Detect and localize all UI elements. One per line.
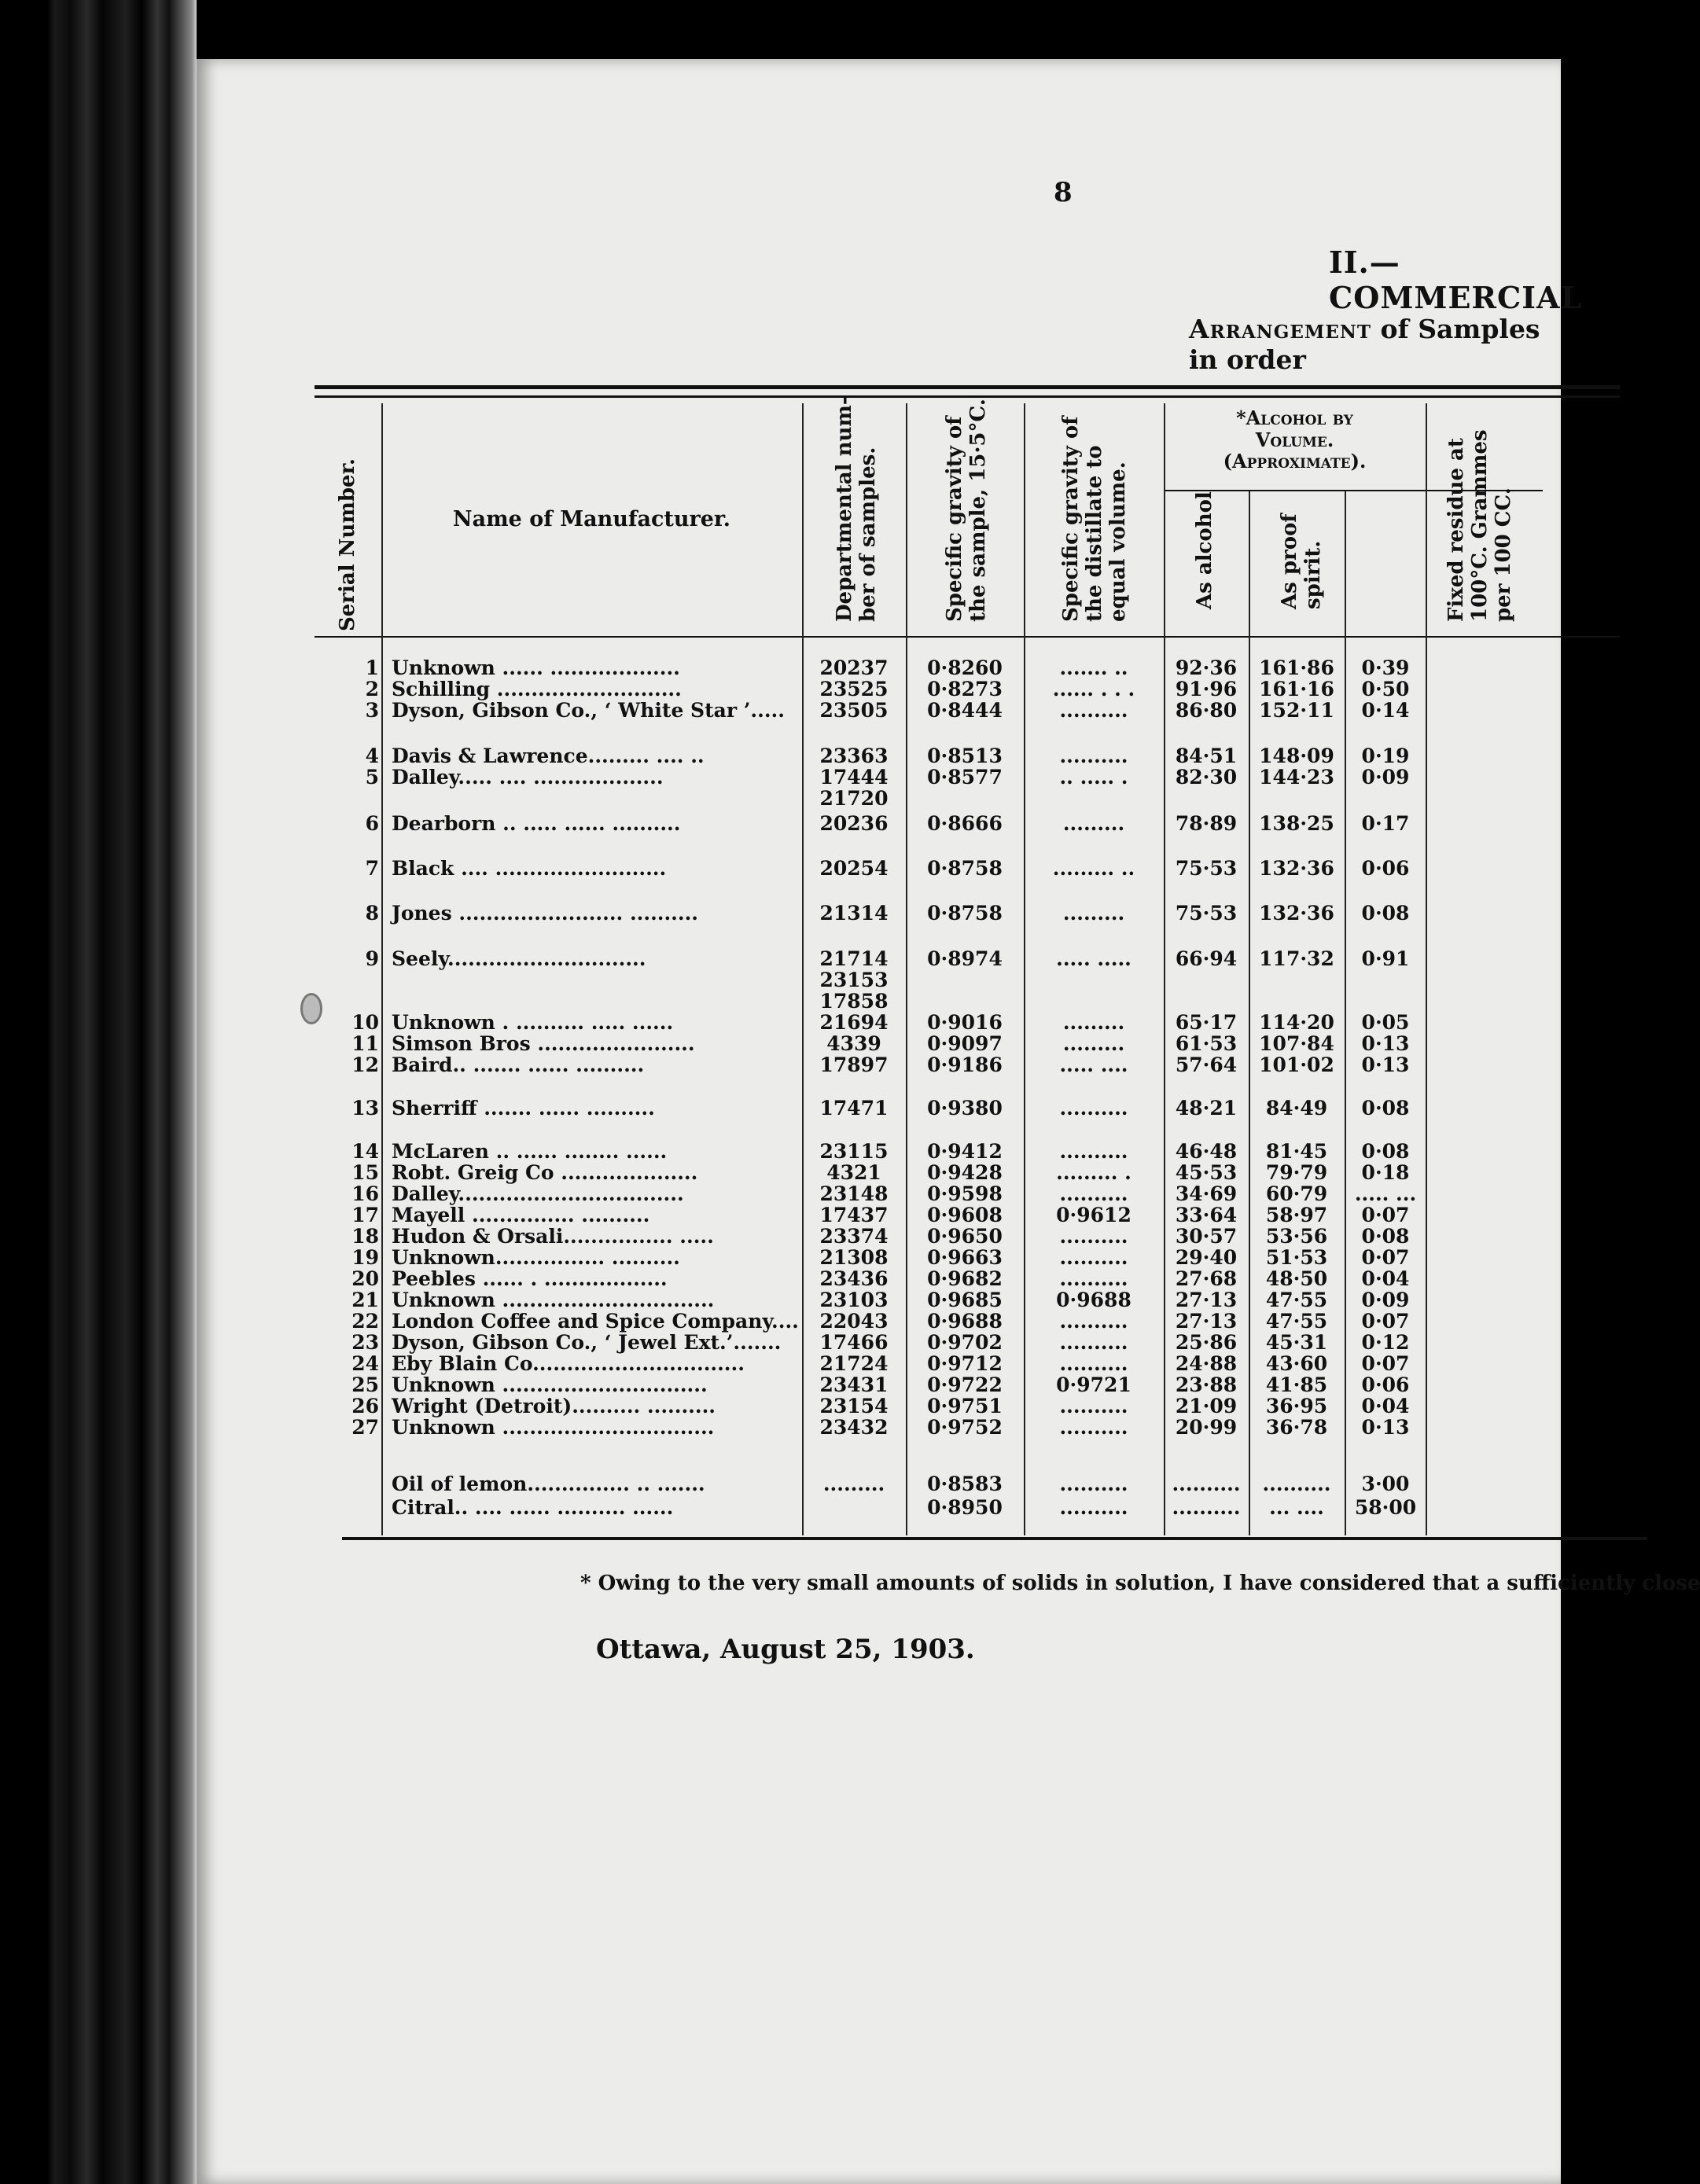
distillate-gravity-cell: ......... .. xyxy=(1052,857,1135,880)
as-alcohol-cell: 24·88 xyxy=(1175,1352,1238,1375)
fixed-residue-cell: 0·08 xyxy=(1361,1225,1410,1248)
departmental-number-cell: 17471 xyxy=(819,1097,889,1120)
departmental-number-cell: 23115 xyxy=(819,1140,889,1163)
header-line: Specific gravity of xyxy=(943,416,966,622)
distillate-gravity-cell: 0·9612 xyxy=(1056,1204,1131,1226)
serial-number-cell: 1 xyxy=(365,656,379,679)
proof-spirit-cell: ... .... xyxy=(1269,1496,1324,1519)
distillate-gravity-cell: .......... xyxy=(1059,1246,1128,1269)
date-line: Ottawa, August 25, 1903. xyxy=(596,1634,975,1665)
table-bottom-rule xyxy=(342,1537,1647,1540)
serial-number-cell: 4 xyxy=(365,745,379,767)
as-alcohol-cell: 75·53 xyxy=(1175,857,1238,880)
as-alcohol-cell: 66·94 xyxy=(1175,947,1238,970)
manufacturer-name-cell: Robt. Greig Co .................... xyxy=(392,1161,698,1184)
as-alcohol-cell: 75·53 xyxy=(1175,902,1238,925)
as-alcohol-cell: 92·36 xyxy=(1175,656,1238,679)
book-binding-edge xyxy=(0,0,197,2184)
manufacturer-name-cell: Unknown ...... ................... xyxy=(392,656,680,679)
proof-spirit-cell: 60·79 xyxy=(1265,1182,1328,1205)
as-alcohol-cell: 33·64 xyxy=(1175,1204,1238,1226)
specific-gravity-cell: 0·8758 xyxy=(927,857,1003,880)
distillate-gravity-cell: ...... . . . xyxy=(1052,678,1135,700)
distillate-gravity-cell: 0·9688 xyxy=(1056,1289,1131,1311)
header-line: equal volume. xyxy=(1106,461,1130,622)
distillate-gravity-cell: 0·9721 xyxy=(1056,1373,1131,1396)
proof-spirit-cell: 81·45 xyxy=(1265,1140,1328,1163)
distillate-gravity-cell: .......... xyxy=(1059,699,1128,722)
proof-spirit-cell: 79·79 xyxy=(1265,1161,1328,1184)
manufacturer-name-cell: Dyson, Gibson Co., ‘ Jewel Ext.’....... xyxy=(392,1331,782,1354)
proof-spirit-cell: 58·97 xyxy=(1265,1204,1328,1226)
specific-gravity-cell: 0·9752 xyxy=(927,1416,1003,1439)
manufacturer-name-cell: London Coffee and Spice Company.... xyxy=(392,1310,799,1333)
specific-gravity-cell: 0·9650 xyxy=(927,1225,1003,1248)
fixed-residue-cell: 0·13 xyxy=(1361,1416,1410,1439)
as-alcohol-cell: 25·86 xyxy=(1175,1331,1238,1354)
manufacturer-name-cell: Hudon & Orsali................ ..... xyxy=(392,1225,714,1248)
departmental-number-cell: 17437 xyxy=(819,1204,889,1226)
manufacturer-name-cell: Mayell ............... .......... xyxy=(392,1204,650,1226)
departmental-number-cell: 17897 xyxy=(819,1053,889,1076)
specific-gravity-cell: 0·8273 xyxy=(927,678,1003,700)
serial-number-cell: 21 xyxy=(351,1289,379,1311)
proof-spirit-cell: 117·32 xyxy=(1259,947,1334,970)
header-line: Specific gravity of xyxy=(1059,416,1083,622)
fixed-residue-cell: 0·09 xyxy=(1361,766,1410,789)
specific-gravity-cell: 0·9751 xyxy=(927,1395,1003,1417)
as-alcohol-cell: 86·80 xyxy=(1175,699,1238,722)
fixed-residue-cell: 0·19 xyxy=(1361,745,1410,767)
serial-number-cell: 13 xyxy=(351,1097,379,1120)
serial-number-cell: 27 xyxy=(351,1416,379,1439)
proof-spirit-cell: 107·84 xyxy=(1259,1032,1334,1055)
serial-number-cell: 14 xyxy=(351,1140,379,1163)
manufacturer-name-cell: Unknown................ .......... xyxy=(392,1246,680,1269)
manufacturer-name-cell: Seely............................. xyxy=(392,947,646,970)
specific-gravity-cell: 0·8577 xyxy=(927,766,1003,789)
header-as-alcohol: As alcohol xyxy=(1193,491,1216,609)
col-divider xyxy=(381,403,383,1535)
proof-spirit-cell: 47·55 xyxy=(1265,1289,1328,1311)
serial-number-cell: 20 xyxy=(351,1267,379,1290)
manufacturer-name-cell: Sherriff ....... ...... .......... xyxy=(392,1097,655,1120)
departmental-number-cell: 22043 xyxy=(819,1310,889,1333)
manufacturer-name-cell: Dyson, Gibson Co., ‘ White Star ’..... xyxy=(392,699,785,722)
distillate-gravity-cell: .......... xyxy=(1059,1140,1128,1163)
specific-gravity-cell: 0·8974 xyxy=(927,947,1003,970)
manufacturer-name-cell: Dalley..... .... ................... xyxy=(392,766,664,789)
departmental-number-cell: 21720 xyxy=(819,787,889,810)
as-alcohol-cell: 82·30 xyxy=(1175,766,1238,789)
proof-spirit-cell: 132·36 xyxy=(1259,902,1334,925)
as-alcohol-cell: 27·68 xyxy=(1175,1267,1238,1290)
departmental-number-cell: 23103 xyxy=(819,1289,889,1311)
distillate-gravity-cell: .......... xyxy=(1059,1097,1128,1120)
fixed-residue-cell: ..... ... xyxy=(1354,1182,1417,1205)
specific-gravity-cell: 0·9097 xyxy=(927,1032,1003,1055)
specific-gravity-cell: 0·9598 xyxy=(927,1182,1003,1205)
specific-gravity-cell: 0·9016 xyxy=(927,1011,1003,1034)
fixed-residue-cell: 0·50 xyxy=(1361,678,1410,700)
manufacturer-name-cell: Unknown . .......... ..... ...... xyxy=(392,1011,674,1034)
header-line: Volume. xyxy=(1255,428,1334,451)
proof-spirit-cell: 84·49 xyxy=(1265,1097,1328,1120)
table-top-rule-2 xyxy=(315,395,1620,398)
distillate-gravity-cell: ......... . xyxy=(1056,1161,1131,1184)
serial-number-cell: 15 xyxy=(351,1161,379,1184)
as-alcohol-cell: 57·64 xyxy=(1175,1053,1238,1076)
distillate-gravity-cell: .......... xyxy=(1059,1395,1128,1417)
footnote: * Owing to the very small amounts of solids in solution, I have considered that a sufficiently close xyxy=(580,1572,1700,1595)
specific-gravity-cell: 0·8260 xyxy=(927,656,1003,679)
distillate-gravity-cell: .......... xyxy=(1059,1496,1128,1519)
specific-gravity-cell: 0·8583 xyxy=(927,1473,1003,1495)
distillate-gravity-cell: .......... xyxy=(1059,1331,1128,1354)
proof-spirit-cell: 48·50 xyxy=(1265,1267,1328,1290)
fixed-residue-cell: 0·13 xyxy=(1361,1053,1410,1076)
as-alcohol-cell: 29·40 xyxy=(1175,1246,1238,1269)
as-alcohol-cell: 23·88 xyxy=(1175,1373,1238,1396)
fixed-residue-cell: 58·00 xyxy=(1354,1496,1417,1519)
distillate-gravity-cell: ......... xyxy=(1062,1011,1125,1034)
serial-number-cell: 7 xyxy=(365,857,379,880)
fixed-residue-cell: 0·17 xyxy=(1361,812,1410,835)
header-alcohol-by-volume xyxy=(1164,407,1426,472)
distillate-gravity-cell: ..... .... xyxy=(1059,1053,1128,1076)
specific-gravity-cell: 0·9712 xyxy=(927,1352,1003,1375)
departmental-number-cell: 23431 xyxy=(819,1373,889,1396)
departmental-number-cell: 23505 xyxy=(819,699,889,722)
distillate-gravity-cell: .......... xyxy=(1059,745,1128,767)
serial-number-cell: 17 xyxy=(351,1204,379,1226)
departmental-number-cell: 21314 xyxy=(819,902,889,925)
serial-number-cell: 5 xyxy=(365,766,379,789)
specific-gravity-cell: 0·9412 xyxy=(927,1140,1003,1163)
as-alcohol-cell: 84·51 xyxy=(1175,745,1238,767)
distillate-gravity-cell: ....... .. xyxy=(1059,656,1128,679)
proof-spirit-cell: 161·86 xyxy=(1259,656,1334,679)
specific-gravity-cell: 0·8444 xyxy=(927,699,1003,722)
distillate-gravity-cell: .......... xyxy=(1059,1182,1128,1205)
header-line: spirit. xyxy=(1301,540,1325,609)
manufacturer-name-cell: Davis & Lawrence......... .... .. xyxy=(392,745,705,767)
departmental-number-cell: 17466 xyxy=(819,1331,889,1354)
proof-spirit-cell: .......... xyxy=(1262,1473,1331,1495)
as-alcohol-cell: 65·17 xyxy=(1175,1011,1238,1034)
as-alcohol-cell: 30·57 xyxy=(1175,1225,1238,1248)
manufacturer-name-cell: Baird.. ....... ...... .......... xyxy=(392,1053,645,1076)
proof-spirit-cell: 51·53 xyxy=(1265,1246,1328,1269)
table-top-rule-1 xyxy=(315,385,1620,389)
manufacturer-name-cell: Oil of lemon............... .. ....... xyxy=(392,1473,705,1495)
fixed-residue-cell: 0·06 xyxy=(1361,857,1410,880)
fixed-residue-cell: 3·00 xyxy=(1361,1473,1410,1495)
proof-spirit-cell: 36·95 xyxy=(1265,1395,1328,1417)
as-alcohol-cell: 27·13 xyxy=(1175,1310,1238,1333)
specific-gravity-cell: 0·8950 xyxy=(927,1496,1003,1519)
departmental-number-cell: ......... xyxy=(822,1473,885,1495)
specific-gravity-cell: 0·9380 xyxy=(927,1097,1003,1120)
as-alcohol-cell: 78·89 xyxy=(1175,812,1238,835)
distillate-gravity-cell: ......... xyxy=(1062,812,1125,835)
header-line: the distillate to xyxy=(1082,445,1106,622)
distillate-gravity-cell: .......... xyxy=(1059,1267,1128,1290)
document-page xyxy=(197,59,1700,2184)
serial-number-cell: 24 xyxy=(351,1352,379,1375)
specific-gravity-cell: 0·9688 xyxy=(927,1310,1003,1333)
specific-gravity-cell: 0·9685 xyxy=(927,1289,1003,1311)
proof-spirit-cell: 114·20 xyxy=(1259,1011,1334,1034)
fixed-residue-cell: 0·14 xyxy=(1361,699,1410,722)
departmental-number-cell: 4339 xyxy=(826,1032,881,1055)
departmental-number-cell: 23374 xyxy=(819,1225,889,1248)
manufacturer-name-cell: Eby Blain Co............................... xyxy=(392,1352,745,1375)
header-specific-gravity-distillate xyxy=(1060,417,1131,622)
serial-number-cell: 10 xyxy=(351,1011,379,1034)
specific-gravity-cell: 0·9608 xyxy=(927,1204,1003,1226)
subtitle-smallcaps: Arrangement xyxy=(1189,314,1372,344)
as-alcohol-cell: .......... xyxy=(1172,1473,1241,1495)
specific-gravity-cell: 0·9428 xyxy=(927,1161,1003,1184)
as-alcohol-cell: 48·21 xyxy=(1175,1097,1238,1120)
serial-number-cell: 8 xyxy=(365,902,379,925)
proof-spirit-cell: 45·31 xyxy=(1265,1331,1328,1354)
departmental-number-cell: 23525 xyxy=(819,678,889,700)
subtitle-rest: of Samples in order xyxy=(1189,314,1540,375)
manufacturer-name-cell: Jones ........................ .......... xyxy=(392,902,698,925)
manufacturer-name-cell: Citral.. .... ...... .......... ...... xyxy=(392,1496,674,1519)
departmental-number-cell: 17858 xyxy=(819,990,889,1013)
manufacturer-name-cell: Dearborn .. ..... ...... .......... xyxy=(392,812,681,835)
serial-number-cell: 23 xyxy=(351,1331,379,1354)
section-title: II.—COMMERCIAL xyxy=(1329,245,1583,315)
specific-gravity-cell: 0·9186 xyxy=(927,1053,1003,1076)
header-bottom-rule xyxy=(315,636,1620,638)
manufacturer-name-cell: McLaren .. ...... ........ ...... xyxy=(392,1140,668,1163)
fixed-residue-cell: 0·39 xyxy=(1361,656,1410,679)
departmental-number-cell: 23154 xyxy=(819,1395,889,1417)
serial-number-cell: 11 xyxy=(351,1032,379,1055)
departmental-number-cell: 4321 xyxy=(826,1161,881,1184)
fixed-residue-cell: 0·07 xyxy=(1361,1352,1410,1375)
proof-spirit-cell: 144·23 xyxy=(1259,766,1334,789)
as-alcohol-cell: 91·96 xyxy=(1175,678,1238,700)
distillate-gravity-cell: .......... xyxy=(1059,1352,1128,1375)
distillate-gravity-cell: .......... xyxy=(1059,1310,1128,1333)
fixed-residue-cell: 0·08 xyxy=(1361,1140,1410,1163)
departmental-number-cell: 21724 xyxy=(819,1352,889,1375)
table-subtitle xyxy=(1189,314,1561,375)
header-line: (Approximate). xyxy=(1223,450,1367,473)
proof-spirit-cell: 161·16 xyxy=(1259,678,1334,700)
header-as-proof-spirit xyxy=(1279,513,1326,609)
header-serial-number: Serial Number. xyxy=(336,458,359,631)
fixed-residue-cell: 0·04 xyxy=(1361,1267,1410,1290)
fixed-residue-cell: 0·04 xyxy=(1361,1395,1410,1417)
departmental-number-cell: 21694 xyxy=(819,1011,889,1034)
departmental-number-cell: 23148 xyxy=(819,1182,889,1205)
manufacturer-name-cell: Wright (Detroit).......... .......... xyxy=(392,1395,716,1417)
departmental-number-cell: 21308 xyxy=(819,1246,889,1269)
serial-number-cell: 3 xyxy=(365,699,379,722)
distillate-gravity-cell: ......... xyxy=(1062,1032,1125,1055)
as-alcohol-cell: 34·69 xyxy=(1175,1182,1238,1205)
header-line: Departmental num- xyxy=(833,396,856,622)
as-alcohol-cell: 20·99 xyxy=(1175,1416,1238,1439)
manufacturer-name-cell: Unknown ............................... xyxy=(392,1416,715,1439)
distillate-gravity-cell: .. ..... . xyxy=(1059,766,1128,789)
proof-spirit-cell: 101·02 xyxy=(1259,1053,1334,1076)
proof-spirit-cell: 53·56 xyxy=(1265,1225,1328,1248)
manufacturer-name-cell: Dalley................................. xyxy=(392,1182,684,1205)
as-alcohol-cell: 46·48 xyxy=(1175,1140,1238,1163)
serial-number-cell: 25 xyxy=(351,1373,379,1396)
manufacturer-name-cell: Unknown .............................. xyxy=(392,1373,708,1396)
fixed-residue-cell: 0·06 xyxy=(1361,1373,1410,1396)
proof-spirit-cell: 148·09 xyxy=(1259,745,1334,767)
manufacturer-name-cell: Unknown ............................... xyxy=(392,1289,715,1311)
departmental-number-cell: 17444 xyxy=(819,766,889,789)
header-line: 100°C. Grammes xyxy=(1467,429,1492,622)
header-line: ber of samples. xyxy=(856,447,880,622)
col-divider xyxy=(1426,403,1427,1535)
header-line: As proof xyxy=(1278,513,1301,609)
serial-number-cell: 6 xyxy=(365,812,379,835)
specific-gravity-cell: 0·8666 xyxy=(927,812,1003,835)
departmental-number-cell: 23432 xyxy=(819,1416,889,1439)
serial-number-cell: 26 xyxy=(351,1395,379,1417)
as-alcohol-cell: 61·53 xyxy=(1175,1032,1238,1055)
as-alcohol-cell: 21·09 xyxy=(1175,1395,1238,1417)
specific-gravity-cell: 0·9722 xyxy=(927,1373,1003,1396)
distillate-gravity-cell: .......... xyxy=(1059,1473,1128,1495)
departmental-number-cell: 21714 xyxy=(819,947,889,970)
serial-number-cell: 18 xyxy=(351,1225,379,1248)
specific-gravity-cell: 0·8758 xyxy=(927,902,1003,925)
serial-number-cell: 22 xyxy=(351,1310,379,1333)
distillate-gravity-cell: .......... xyxy=(1059,1416,1128,1439)
fixed-residue-cell: 0·08 xyxy=(1361,1097,1410,1120)
manufacturer-name-cell: Simson Bros ....................... xyxy=(392,1032,695,1055)
page-number: 8 xyxy=(1054,177,1073,208)
distillate-gravity-cell: ..... ..... xyxy=(1056,947,1131,970)
departmental-number-cell: 23153 xyxy=(819,969,889,991)
serial-number-cell: 19 xyxy=(351,1246,379,1269)
proof-spirit-cell: 152·11 xyxy=(1259,699,1334,722)
fixed-residue-cell: 0·08 xyxy=(1361,902,1410,925)
as-alcohol-cell: 45·53 xyxy=(1175,1161,1238,1184)
fixed-residue-cell: 0·18 xyxy=(1361,1161,1410,1184)
manufacturer-name-cell: Black .... ......................... xyxy=(392,857,667,880)
proof-spirit-cell: 138·25 xyxy=(1259,812,1334,835)
proof-spirit-cell: 43·60 xyxy=(1265,1352,1328,1375)
departmental-number-cell: 23363 xyxy=(819,745,889,767)
header-line: Fixed residue at xyxy=(1444,438,1468,622)
proof-spirit-cell: 132·36 xyxy=(1259,857,1334,880)
distillate-gravity-cell: .......... xyxy=(1059,1225,1128,1248)
departmental-number-cell: 20254 xyxy=(819,857,889,880)
manufacturer-name-cell: Schilling ........................... xyxy=(392,678,682,700)
header-specific-gravity xyxy=(944,399,991,622)
fixed-residue-cell: 0·07 xyxy=(1361,1310,1410,1333)
header-line: the sample, 15·5°C. xyxy=(966,399,990,622)
header-departmental-number xyxy=(833,396,881,622)
fixed-residue-cell: 0·12 xyxy=(1361,1331,1410,1354)
header-fixed-residue xyxy=(1445,429,1516,622)
proof-spirit-cell: 47·55 xyxy=(1265,1310,1328,1333)
fixed-residue-cell: 0·05 xyxy=(1361,1011,1410,1034)
specific-gravity-cell: 0·9663 xyxy=(927,1246,1003,1269)
distillate-gravity-cell: ......... xyxy=(1062,902,1125,925)
proof-spirit-cell: 36·78 xyxy=(1265,1416,1328,1439)
serial-number-cell: 16 xyxy=(351,1182,379,1205)
departmental-number-cell: 23436 xyxy=(819,1267,889,1290)
header-line: *Alcohol by xyxy=(1236,406,1353,429)
fixed-residue-cell: 0·09 xyxy=(1361,1289,1410,1311)
departmental-number-cell: 20237 xyxy=(819,656,889,679)
fixed-residue-cell: 0·07 xyxy=(1361,1246,1410,1269)
departmental-number-cell: 20236 xyxy=(819,812,889,835)
serial-number-cell: 12 xyxy=(351,1053,379,1076)
serial-number-cell: 2 xyxy=(365,678,379,700)
fixed-residue-cell: 0·07 xyxy=(1361,1204,1410,1226)
specific-gravity-cell: 0·8513 xyxy=(927,745,1003,767)
serial-number-cell: 9 xyxy=(365,947,379,970)
specific-gravity-cell: 0·9702 xyxy=(927,1331,1003,1354)
specific-gravity-cell: 0·9682 xyxy=(927,1267,1003,1290)
fixed-residue-cell: 0·91 xyxy=(1361,947,1410,970)
header-line: per 100 CC. xyxy=(1491,487,1515,622)
as-alcohol-cell: 27·13 xyxy=(1175,1289,1238,1311)
proof-spirit-cell: 41·85 xyxy=(1265,1373,1328,1396)
header-name-of-manufacturer: Name of Manufacturer. xyxy=(452,507,731,531)
as-alcohol-cell: .......... xyxy=(1172,1496,1241,1519)
fixed-residue-cell: 0·13 xyxy=(1361,1032,1410,1055)
manufacturer-name-cell: Peebles ...... . .................. xyxy=(392,1267,668,1290)
